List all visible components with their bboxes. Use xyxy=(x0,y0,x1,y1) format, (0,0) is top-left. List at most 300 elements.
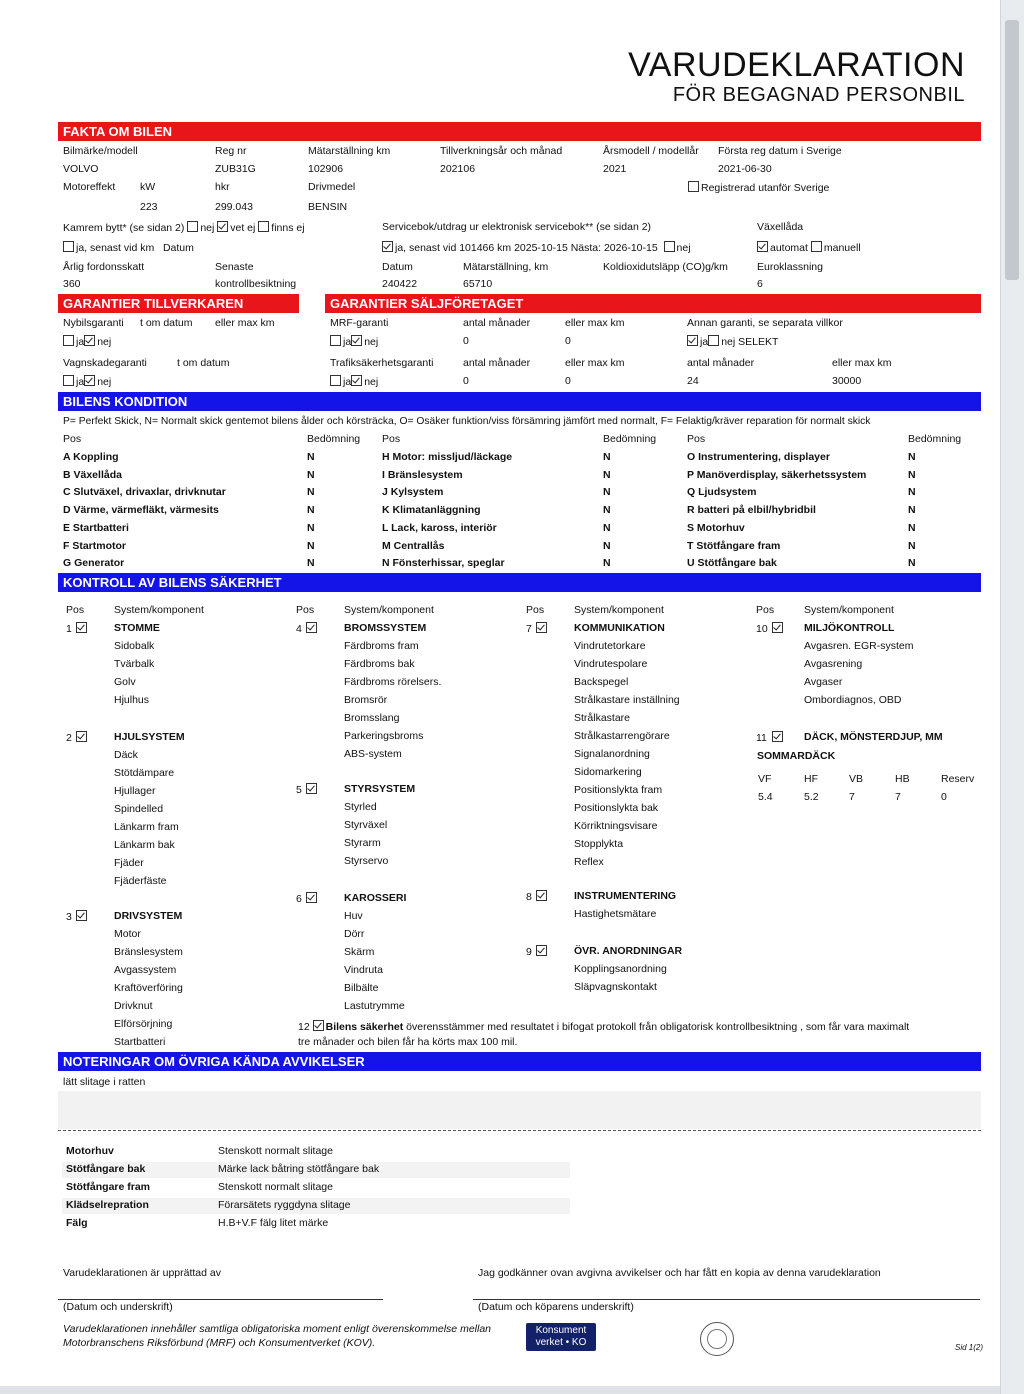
annan-choice xyxy=(687,335,778,349)
prepared-by-label: Varudeklarationen är upprättad av xyxy=(63,1267,221,1279)
document-title: VARUDEKLARATION xyxy=(628,46,965,84)
service-row xyxy=(382,241,691,255)
safety-group-title: ÖVR. ANORDNINGAR xyxy=(574,945,683,957)
label-trafik-antal: antal månader xyxy=(463,357,531,369)
garantier-tillverkaren-header: GARANTIER TILLVERKAREN xyxy=(58,294,299,313)
value-brand: VOLVO xyxy=(63,163,99,175)
safety-component: Hjullager xyxy=(114,785,156,797)
sak-pos-4: Pos xyxy=(756,604,775,616)
safety-group-checkbox[interactable] xyxy=(536,890,547,901)
safety-group-title: HJULSYSTEM xyxy=(114,731,185,743)
condition-item-label: M Centrallås xyxy=(382,539,445,552)
safety-component: Sidobalk xyxy=(114,640,155,652)
service-nej-label: nej xyxy=(676,242,691,254)
condition-item-label: K Klimatanläggning xyxy=(382,504,481,517)
kondition-pos-1: Pos xyxy=(63,433,82,445)
safety-group-checkbox[interactable] xyxy=(76,622,87,633)
approval-label: Jag godkänner ovan avgivna avvikelser och har fått en kopia av denna varudeklaration xyxy=(478,1267,881,1279)
label-vagnskada: Vagnskadegaranti xyxy=(63,357,147,369)
label-model-year: Årsmodell / modellår xyxy=(603,145,699,157)
condition-item-label: T Stötfångare fram xyxy=(687,539,781,552)
condition-item-rating: N xyxy=(603,468,611,481)
sak-pos-1: Pos xyxy=(66,604,85,616)
safety-group-title: INSTRUMENTERING xyxy=(574,890,677,902)
note-item-key: Motorhuv xyxy=(66,1145,114,1157)
annan-ja-label: ja xyxy=(700,336,709,348)
document-subtitle: FÖR BEGAGNAD PERSONBIL xyxy=(672,84,965,106)
label-mrf: MRF-garanti xyxy=(330,317,389,329)
kondition-bed-2: Bedömning xyxy=(603,433,657,445)
annan-nej-checkbox[interactable] xyxy=(708,335,719,346)
safety-component: Fjäder xyxy=(114,857,144,869)
manuell-checkbox[interactable] xyxy=(811,241,822,252)
label-mrf-antal: antal månader xyxy=(463,317,531,329)
safety-group-title: STOMME xyxy=(114,622,160,634)
safety-group-number: 2 xyxy=(66,732,72,744)
value-euro: 6 xyxy=(757,278,763,290)
trafik-km: 0 xyxy=(565,375,571,387)
condition-item-label: S Motorhuv xyxy=(687,521,745,534)
safety-group-checkbox[interactable] xyxy=(536,945,547,956)
safety-group-header xyxy=(526,890,549,904)
nybil-nej-checkbox[interactable] xyxy=(84,335,95,346)
condition-item-label: N Fönsterhissar, speglar xyxy=(382,557,505,570)
note-item-value: Märke lack båtring stötfångare bak xyxy=(218,1163,380,1175)
safety-component: Fjäderfäste xyxy=(114,875,167,887)
condition-item-rating: N xyxy=(908,539,916,552)
kondition-legend: P= Perfekt Skick, N= Normalt skick gentemot bilens ålder och körsträcka, O= Osäker funktion/viss försämring jämfört med normalt, F= Felaktig/kräver reparation för normalt skick xyxy=(63,416,871,427)
safety-component: Vindruta xyxy=(344,964,383,976)
label-odo2: Mätarställning, km xyxy=(463,261,549,273)
kov-line1: Konsument xyxy=(535,1325,587,1336)
note-item-key: Stötfångare fram xyxy=(66,1181,151,1193)
safety-component: Släpvagnskontakt xyxy=(574,981,657,993)
annan-km: 30000 xyxy=(832,375,862,387)
condition-item-rating: N xyxy=(603,539,611,552)
condition-item-label: L Lack, kaross, interiör xyxy=(382,521,497,534)
kondition-pos-3: Pos xyxy=(687,433,706,445)
kondition-bed-3: Bedömning xyxy=(908,433,962,445)
safety-component: Backspegel xyxy=(574,676,629,688)
belt-nej-checkbox[interactable] xyxy=(187,221,198,232)
label-annan-max: eller max km xyxy=(832,357,892,369)
condition-item-rating: N xyxy=(908,557,916,570)
mrf-choice xyxy=(330,335,378,349)
value-fuel: BENSIN xyxy=(308,201,348,213)
sak-sys-4: System/komponent xyxy=(804,604,894,616)
tire-depth-value: 7 xyxy=(849,791,855,803)
safety-group-checkbox[interactable] xyxy=(306,892,317,903)
condition-item-label: U Stötfångare bak xyxy=(687,557,777,570)
label-brand: Bilmärke/modell xyxy=(63,145,138,157)
note-item-value: Förarsätets ryggdyna slitage xyxy=(218,1199,351,1211)
safety-group-header xyxy=(296,892,319,906)
safety-component: Däck xyxy=(114,749,138,761)
label-euro: Euroklassning xyxy=(757,261,823,273)
safety-component: Hastighetsmätare xyxy=(574,908,657,920)
condition-item-label: B Växellåda xyxy=(63,468,122,481)
safety-component: Kopplingsanordning xyxy=(574,963,667,975)
safety-group-checkbox[interactable] xyxy=(306,622,317,633)
item12-line2: tre månader och bilen får ha körts max 100 mil. xyxy=(298,1036,518,1048)
safety-component: Motor xyxy=(114,928,141,940)
vagn-nej-checkbox[interactable] xyxy=(84,375,95,386)
mrf-nej-label: nej xyxy=(364,336,379,348)
label-kw: kW xyxy=(140,181,156,193)
safety-group-number: 1 xyxy=(66,623,72,635)
seller-signature-caption: (Datum och underskrift) xyxy=(63,1301,173,1313)
condition-item-label: G Generator xyxy=(63,557,125,570)
safety-group-title: MILJÖKONTROLL xyxy=(804,622,895,634)
tire-depth-value: 5.4 xyxy=(758,791,773,803)
safety-group-header xyxy=(66,622,89,636)
item12-checkbox[interactable] xyxy=(313,1020,324,1031)
safety-group-title: DÄCK, MÖNSTERDJUP, MM xyxy=(804,731,943,743)
belt-nej-label: nej xyxy=(200,222,215,234)
condition-item-label: Q Ljudsystem xyxy=(687,486,757,499)
konsumentverket-logo xyxy=(526,1323,596,1351)
condition-item-label: F Startmotor xyxy=(63,539,126,552)
condition-item-label: D Värme, värmefläkt, värmesits xyxy=(63,504,219,517)
mrf-ja-checkbox[interactable] xyxy=(330,335,341,346)
note-item-value: Stenskott normalt slitage xyxy=(218,1145,333,1157)
note-item-key: Klädselrepration xyxy=(66,1199,149,1211)
safety-group-number: 3 xyxy=(66,911,72,923)
label-vagn-tom: t om datum xyxy=(177,357,230,369)
safety-group-header xyxy=(526,622,549,636)
nybil-ja-label: ja xyxy=(76,336,85,348)
annan-ja-checkbox[interactable] xyxy=(687,335,698,346)
safety-component: Strålkastare inställning xyxy=(574,694,680,706)
label-senaste: Senaste xyxy=(215,261,254,273)
condition-item-rating: N xyxy=(307,521,315,534)
safety-component: Länkarm bak xyxy=(114,839,175,851)
safety-component: Bränslesystem xyxy=(114,946,183,958)
safety-component: Huv xyxy=(344,910,363,922)
label-first-reg: Första reg datum i Sverige xyxy=(718,145,842,157)
safety-component: Startbatteri xyxy=(114,1036,166,1048)
belt-finnsej-label: finns ej xyxy=(271,222,305,234)
gearbox-row xyxy=(757,241,861,255)
safety-component: Färdbroms bak xyxy=(344,658,415,670)
label-annan-antal: antal månader xyxy=(687,357,755,369)
belt-date-label: Datum xyxy=(162,242,194,254)
trafik-ja-label: ja xyxy=(343,376,352,388)
safety-group-title: DRIVSYSTEM xyxy=(114,910,183,922)
condition-item-rating: N xyxy=(307,504,315,517)
safety-component: Färdbroms rörelsers. xyxy=(344,676,442,688)
safety-group-checkbox[interactable] xyxy=(306,783,317,794)
tire-position-label: VB xyxy=(849,773,864,785)
safety-group-title: KOMMUNIKATION xyxy=(574,622,665,634)
vagn-ja-checkbox[interactable] xyxy=(63,375,74,386)
label-tax: Årlig fordonsskatt xyxy=(63,261,145,273)
safety-component: Vindrutespolare xyxy=(574,658,648,670)
safety-group-title: KAROSSERI xyxy=(344,892,407,904)
sakerhet-header: KONTROLL AV BILENS SÄKERHET xyxy=(58,573,981,592)
vagn-ja-label: ja xyxy=(76,376,85,388)
item12-text: överensstämmer med resultatet i bifogat protokoll från obligatorisk kontrollbesiktning , som får vara maximalt xyxy=(403,1021,910,1033)
mrf-nej-checkbox[interactable] xyxy=(351,335,362,346)
notes-area[interactable] xyxy=(58,1091,981,1129)
safety-component: Parkeringsbroms xyxy=(344,730,424,742)
mrf-km: 0 xyxy=(565,335,571,347)
safety-group-checkbox[interactable] xyxy=(772,622,783,633)
safety-component: Kraftöverföring xyxy=(114,982,183,994)
condition-item-rating: N xyxy=(307,557,315,570)
label-hkr: hkr xyxy=(215,181,230,193)
tire-position-label: HB xyxy=(895,773,910,785)
condition-item-rating: N xyxy=(908,468,916,481)
value-tax: 360 xyxy=(63,278,81,290)
label-service: Servicebok/utdrag ur elektronisk servicebok** (se sidan 2) xyxy=(382,221,652,233)
safety-group-title: BROMSSYSTEM xyxy=(344,622,427,634)
condition-item-label: P Manöverdisplay, säkerhetssystem xyxy=(687,468,867,481)
item12-title: Bilens säkerhet xyxy=(325,1021,404,1033)
safety-component: Avgasrening xyxy=(804,658,863,670)
safety-component: Positionslykta bak xyxy=(574,802,659,814)
trafik-ja-checkbox[interactable] xyxy=(330,375,341,386)
value-hkr: 299.043 xyxy=(215,201,253,213)
page-number: Sid 1(2) xyxy=(955,1343,984,1352)
belt-ja-label: ja, senast vid km xyxy=(76,242,155,254)
safety-component: Elförsörjning xyxy=(114,1018,173,1030)
label-trafik: Trafiksäkerhetsgaranti xyxy=(330,357,434,369)
condition-item-rating: N xyxy=(908,451,916,463)
safety-group-header xyxy=(296,783,319,797)
safety-component: Hjulhus xyxy=(114,694,150,706)
trafik-nej-checkbox[interactable] xyxy=(351,375,362,386)
label-annan: Annan garanti, se separata villkor xyxy=(687,317,843,329)
safety-component: Färdbroms fram xyxy=(344,640,419,652)
safety-component: ABS-system xyxy=(344,748,402,760)
kondition-pos-2: Pos xyxy=(382,433,401,445)
noteringar-header: NOTERINGAR OM ÖVRIGA KÄNDA AVVIKELSER xyxy=(58,1052,981,1071)
safety-component: Lastutrymme xyxy=(344,1000,405,1012)
safety-component: Styrservo xyxy=(344,855,389,867)
tire-position-label: Reserv xyxy=(941,773,975,785)
nybil-ja-checkbox[interactable] xyxy=(63,335,74,346)
label-nybil-tom: t om datum xyxy=(140,317,193,329)
sak-pos-2: Pos xyxy=(296,604,315,616)
mrf-months: 0 xyxy=(463,335,469,347)
safety-component: Stopplykta xyxy=(574,838,624,850)
safety-group-header xyxy=(66,731,89,745)
kondition-bed-1: Bedömning xyxy=(307,433,361,445)
safety-component: Strålkastarrengörare xyxy=(574,730,670,742)
safety-group-number: 10 xyxy=(756,623,768,635)
nybil-choice xyxy=(63,335,111,349)
fakta-header: FAKTA OM BILEN xyxy=(58,122,981,141)
belt-finnsej-checkbox[interactable] xyxy=(258,221,269,232)
automat-checkbox[interactable] xyxy=(757,241,768,252)
notes-divider xyxy=(58,1130,981,1131)
safety-group-header xyxy=(756,622,785,636)
annan-selekt-label: nej SELEKT xyxy=(721,336,779,348)
condition-item-rating: N xyxy=(603,557,611,570)
note-item-key: Stötfångare bak xyxy=(66,1163,146,1175)
condition-item-label: E Startbatteri xyxy=(63,521,129,534)
sak-sys-3: System/komponent xyxy=(574,604,664,616)
condition-item-label: I Bränslesystem xyxy=(382,468,463,481)
service-ja-checkbox[interactable] xyxy=(382,241,393,252)
scrollbar-thumb[interactable] xyxy=(1005,20,1019,280)
label-reg: Reg nr xyxy=(215,145,247,157)
safety-component: Golv xyxy=(114,676,136,688)
safety-component: Positionslykta fram xyxy=(574,784,663,796)
value-first-reg: 2021-06-30 xyxy=(718,163,772,175)
value-model-year: 2021 xyxy=(603,163,627,175)
sak-sys-2: System/komponent xyxy=(344,604,434,616)
item12-row xyxy=(298,1020,909,1034)
label-power: Motoreffekt xyxy=(63,181,116,193)
notes-text: lätt slitage i ratten xyxy=(63,1076,146,1088)
label-co2: Koldioxidutsläpp (CO)g/km xyxy=(603,261,728,273)
safety-group-number: 9 xyxy=(526,946,532,958)
tire-position-label: VF xyxy=(758,773,772,785)
registered-abroad-label: Registrerad utanför Sverige xyxy=(701,182,830,194)
belt-ja-checkbox[interactable] xyxy=(63,241,74,252)
trafik-choice xyxy=(330,375,378,389)
safety-component: Sidomarkering xyxy=(574,766,642,778)
safety-group-header xyxy=(296,622,319,636)
buyer-signature-caption: (Datum och köparens underskrift) xyxy=(478,1301,634,1313)
safety-component: Spindelled xyxy=(114,803,164,815)
note-item-key: Fälg xyxy=(66,1217,88,1229)
safety-component: Strålkastare xyxy=(574,712,631,724)
trafik-months: 0 xyxy=(463,375,469,387)
safety-group-number: 6 xyxy=(296,893,302,905)
condition-item-rating: N xyxy=(307,468,315,481)
safety-component: Styrled xyxy=(344,801,377,813)
safety-component: Reflex xyxy=(574,856,604,868)
safety-group-number: 7 xyxy=(526,623,532,635)
condition-item-rating: N xyxy=(908,521,916,534)
label-mrf-max: eller max km xyxy=(565,317,625,329)
registered-abroad-checkbox[interactable] xyxy=(688,181,699,192)
condition-item-rating: N xyxy=(603,504,611,517)
condition-item-label: A Koppling xyxy=(63,451,119,463)
condition-item-rating: N xyxy=(307,451,315,463)
safety-group-number: 4 xyxy=(296,623,302,635)
safety-group-checkbox[interactable] xyxy=(76,910,87,921)
sommardack-label: SOMMARDÄCK xyxy=(757,750,836,762)
safety-component: Drivknut xyxy=(114,1000,153,1012)
value-reg: ZUB31G xyxy=(215,163,256,175)
condition-item-rating: N xyxy=(908,486,916,499)
value-odometer: 102906 xyxy=(308,163,344,175)
condition-item-label: H Motor: missljud/läckage xyxy=(382,451,513,463)
mrf-ja-label: ja xyxy=(343,336,352,348)
belt-vetej-label: vet ej xyxy=(230,222,256,234)
condition-item-rating: N xyxy=(603,521,611,534)
safety-group-checkbox[interactable] xyxy=(772,731,783,742)
condition-item-rating: N xyxy=(908,504,916,517)
kondition-header: BILENS KONDITION xyxy=(58,392,981,411)
seller-signature-line[interactable] xyxy=(58,1299,383,1300)
condition-item-rating: N xyxy=(603,451,611,463)
safety-component: Ombordiagnos, OBD xyxy=(804,694,902,706)
label-fuel: Drivmedel xyxy=(308,181,356,193)
service-value: ja, senast vid 101466 km 2025-10-15 Nästa: 2026-10-15 xyxy=(395,242,658,254)
sak-pos-3: Pos xyxy=(526,604,545,616)
safety-component: Bromsrör xyxy=(344,694,388,706)
belt-ja-row xyxy=(63,241,194,255)
automat-label: automat xyxy=(770,242,808,254)
buyer-signature-line[interactable] xyxy=(473,1299,980,1300)
value-odo2: 65710 xyxy=(463,278,493,290)
label-odometer: Mätarställning km xyxy=(308,145,391,157)
label-kontroll: kontrollbesiktning xyxy=(215,278,297,290)
tire-depth-value: 7 xyxy=(895,791,901,803)
tire-depth-value: 5.2 xyxy=(804,791,819,803)
safety-group-number: 11 xyxy=(756,732,767,744)
label-gearbox: Växellåda xyxy=(757,221,804,233)
safety-component: Styrväxel xyxy=(344,819,388,831)
value-manufacture: 202106 xyxy=(440,163,476,175)
safety-component: Tvärbalk xyxy=(114,658,155,670)
safety-component: Avgaser xyxy=(804,676,843,688)
safety-group-header xyxy=(66,910,89,924)
safety-group-title: STYRSYSTEM xyxy=(344,783,416,795)
safety-component: Vindrutetorkare xyxy=(574,640,646,652)
safety-component: Signalanordning xyxy=(574,748,650,760)
tire-position-label: HF xyxy=(804,773,818,785)
footer-note: Varudeklarationen innehåller samtliga obligatoriska moment enligt överenskommelse mellan Motorbranschens Riksförbund (MRF) och Konsumentverket (KOV). xyxy=(63,1323,491,1349)
label-nybil-max: eller max km xyxy=(215,317,275,329)
safety-component: Avgassystem xyxy=(114,964,177,976)
condition-item-label: O Instrumentering, displayer xyxy=(687,451,830,463)
value-datum: 240422 xyxy=(382,278,418,290)
note-item-value: H.B+V.F fälg litet märke xyxy=(218,1217,329,1229)
condition-item-rating: N xyxy=(603,486,611,499)
belt-row xyxy=(63,221,305,235)
kov-line2: verket • KO xyxy=(535,1337,587,1348)
label-datum: Datum xyxy=(382,261,413,273)
condition-item-rating: N xyxy=(307,486,315,499)
garantier-saljforetaget-header: GARANTIER SÄLJFÖRETAGET xyxy=(325,294,981,313)
label-manufacture: Tillverkningsår och månad xyxy=(440,145,563,157)
safety-component: Stötdämpare xyxy=(114,767,175,779)
safety-component: Skärm xyxy=(344,946,375,958)
safety-component: Avgasren. EGR-system xyxy=(804,640,914,652)
safety-group-checkbox[interactable] xyxy=(76,731,87,742)
safety-group-header xyxy=(526,945,549,959)
safety-group-number: 8 xyxy=(526,891,532,903)
safety-group-checkbox[interactable] xyxy=(536,622,547,633)
safety-component: Bilbälte xyxy=(344,982,379,994)
trafik-nej-label: nej xyxy=(364,376,379,388)
manuell-label: manuell xyxy=(823,242,861,254)
label-trafik-max: eller max km xyxy=(565,357,625,369)
safety-group-number: 5 xyxy=(296,784,302,796)
tire-depth-value: 0 xyxy=(941,791,947,803)
condition-item-label: C Slutväxel, drivaxlar, drivknutar xyxy=(63,486,226,499)
belt-vetej-checkbox[interactable] xyxy=(217,221,228,232)
annan-months: 24 xyxy=(687,375,699,387)
service-nej-checkbox[interactable] xyxy=(664,241,675,252)
label-nybilsgaranti: Nybilsgaranti xyxy=(63,317,124,329)
label-belt: Kamrem bytt* (se sidan 2) xyxy=(63,222,185,234)
safety-group-header xyxy=(756,731,785,745)
condition-item-label: R batteri på elbil/hybridbil xyxy=(687,504,816,517)
mrf-seal-icon xyxy=(700,1322,734,1356)
condition-item-rating: N xyxy=(307,539,315,552)
condition-item-label: J Kylsystem xyxy=(382,486,444,499)
nybil-nej-label: nej xyxy=(97,336,112,348)
safety-component: Dörr xyxy=(344,928,365,940)
safety-component: Bromsslang xyxy=(344,712,400,724)
